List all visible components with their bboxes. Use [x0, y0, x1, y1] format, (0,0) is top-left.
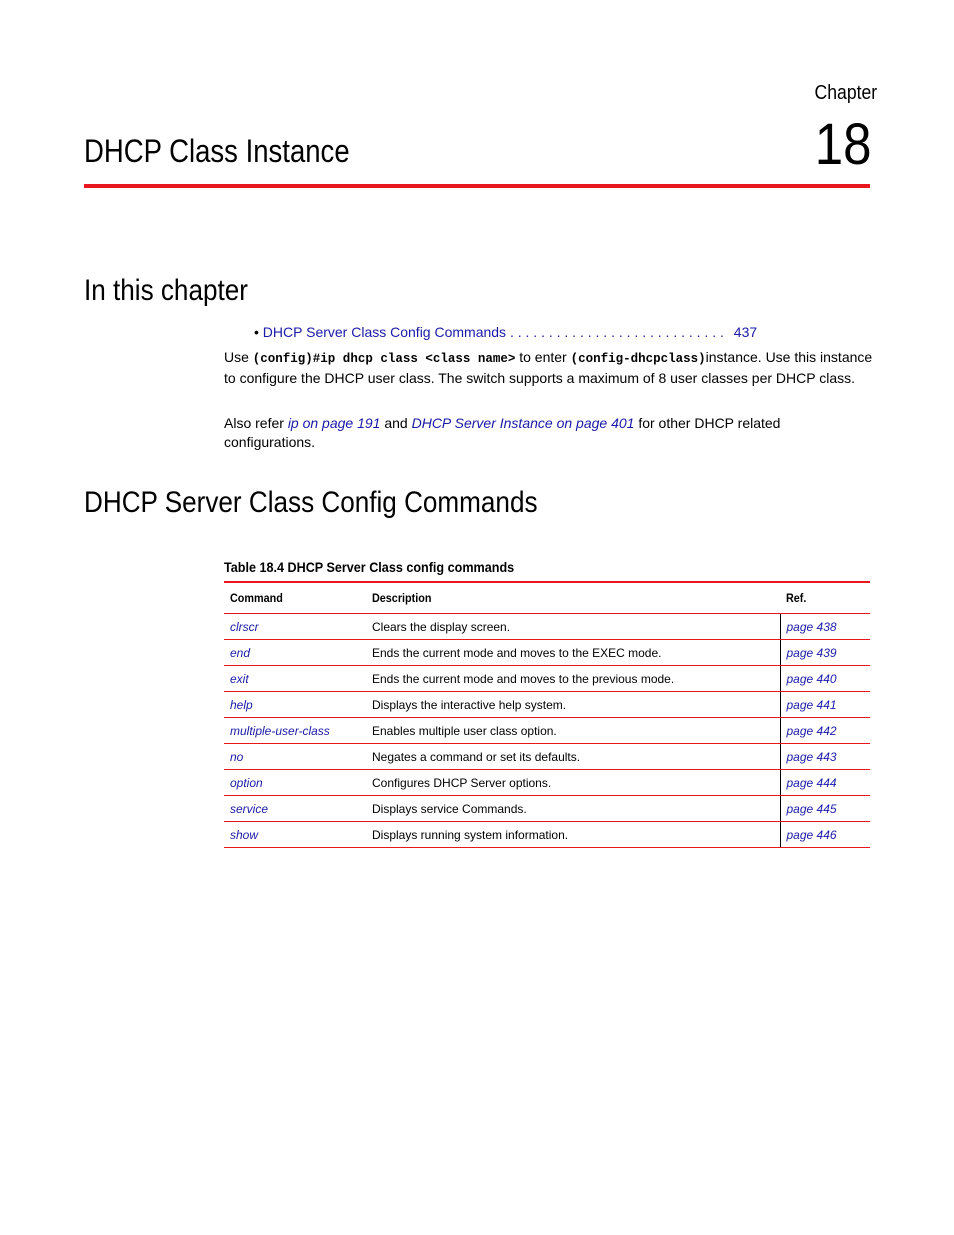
toc-entry-page[interactable]: 437	[733, 324, 758, 340]
intro-mode-code: (config-dhcpclass)	[570, 352, 706, 366]
ref-link[interactable]: page 445	[786, 801, 837, 816]
command-link[interactable]: end	[230, 645, 251, 660]
chapter-number: 18	[815, 112, 872, 177]
description-cell: Displays service Commands.	[366, 796, 780, 822]
description-cell: Displays running system information.	[366, 822, 780, 848]
ref-cell	[780, 614, 870, 640]
description-cell: Clears the display screen.	[366, 614, 780, 640]
xref-dhcp-server-link[interactable]: DHCP Server Instance on page 401	[411, 415, 635, 431]
toc-bullet: •	[254, 324, 259, 340]
command-link[interactable]: no	[230, 749, 244, 764]
column-header-ref: Ref.	[780, 582, 870, 614]
command-link[interactable]: help	[230, 697, 253, 712]
description-cell: Displays the interactive help system.	[366, 692, 780, 718]
commands-table	[224, 581, 870, 848]
column-header-description: Description	[366, 582, 780, 614]
column-header-command: Command	[224, 582, 366, 614]
chapter-title-rule	[84, 184, 870, 188]
command-link[interactable]: service	[230, 801, 269, 816]
ref-link[interactable]: page 441	[786, 697, 837, 712]
intro-paragraph	[224, 348, 874, 388]
ref-link[interactable]: page 439	[786, 645, 837, 660]
toc-entry-link[interactable]: DHCP Server Class Config Commands	[262, 324, 507, 340]
table-row	[224, 796, 870, 822]
description-cell: Enables multiple user class option.	[366, 718, 780, 744]
command-link[interactable]: option	[230, 775, 263, 790]
command-cell	[224, 666, 366, 692]
in-this-chapter-heading: In this chapter	[84, 274, 248, 307]
description-cell: Negates a command or set its defaults.	[366, 744, 780, 770]
command-cell	[224, 770, 366, 796]
chapter-label: Chapter	[814, 82, 877, 104]
intro-command-code: (config)#ip dhcp class <class name>	[252, 352, 516, 366]
see-also-text-1: Also refer	[224, 415, 288, 431]
ref-link[interactable]: page 443	[786, 749, 837, 764]
description-cell: Ends the current mode and moves to the EXEC mode.	[366, 640, 780, 666]
command-cell	[224, 640, 366, 666]
command-link[interactable]: multiple-user-class	[230, 723, 330, 738]
table-row	[224, 614, 870, 640]
toc-leader-dots: . . . . . . . . . . . . . . . . . . . . . . . . . . . .	[506, 324, 724, 340]
command-cell	[224, 614, 366, 640]
table-row	[224, 718, 870, 744]
ref-link[interactable]: page 442	[786, 723, 837, 738]
see-also-text-2: and	[380, 415, 412, 431]
ref-link[interactable]: page 440	[786, 671, 837, 686]
command-link[interactable]: show	[230, 827, 259, 842]
section-heading: DHCP Server Class Config Commands	[84, 486, 538, 519]
command-link[interactable]: clrscr	[230, 619, 259, 634]
ref-cell	[780, 744, 870, 770]
ref-cell	[780, 692, 870, 718]
command-cell	[224, 796, 366, 822]
command-cell	[224, 822, 366, 848]
toc-entry[interactable]	[254, 322, 774, 342]
xref-ip-link[interactable]: ip on page 191	[287, 415, 381, 431]
table-row	[224, 666, 870, 692]
intro-text-3: instance. Use this instance to configure the DHCP user class. The switch supports a maximum of 8 user classes per DHCP class.	[224, 349, 873, 386]
table-row	[224, 770, 870, 796]
ref-cell	[780, 770, 870, 796]
table-header-row	[224, 582, 870, 614]
see-also-text-3: for other DHCP related configurations.	[224, 415, 781, 450]
ref-cell	[780, 640, 870, 666]
intro-text-2: to enter	[515, 349, 571, 365]
description-cell: Configures DHCP Server options.	[366, 770, 780, 796]
ref-cell	[780, 796, 870, 822]
ref-link[interactable]: page 438	[786, 619, 837, 634]
ref-cell	[780, 718, 870, 744]
command-cell	[224, 718, 366, 744]
ref-link[interactable]: page 444	[786, 775, 837, 790]
table-row	[224, 640, 870, 666]
ref-link[interactable]: page 446	[786, 827, 837, 842]
description-cell: Ends the current mode and moves to the previous mode.	[366, 666, 780, 692]
table-caption: Table 18.4 DHCP Server Class config commands	[224, 559, 515, 575]
command-cell	[224, 692, 366, 718]
intro-text-1: Use	[224, 349, 253, 365]
table-row	[224, 692, 870, 718]
table-row	[224, 744, 870, 770]
ref-cell	[780, 822, 870, 848]
command-cell	[224, 744, 366, 770]
table-row	[224, 822, 870, 848]
chapter-title: DHCP Class Instance	[84, 133, 350, 169]
ref-cell	[780, 666, 870, 692]
command-link[interactable]: exit	[230, 671, 249, 686]
see-also-paragraph	[224, 414, 874, 452]
